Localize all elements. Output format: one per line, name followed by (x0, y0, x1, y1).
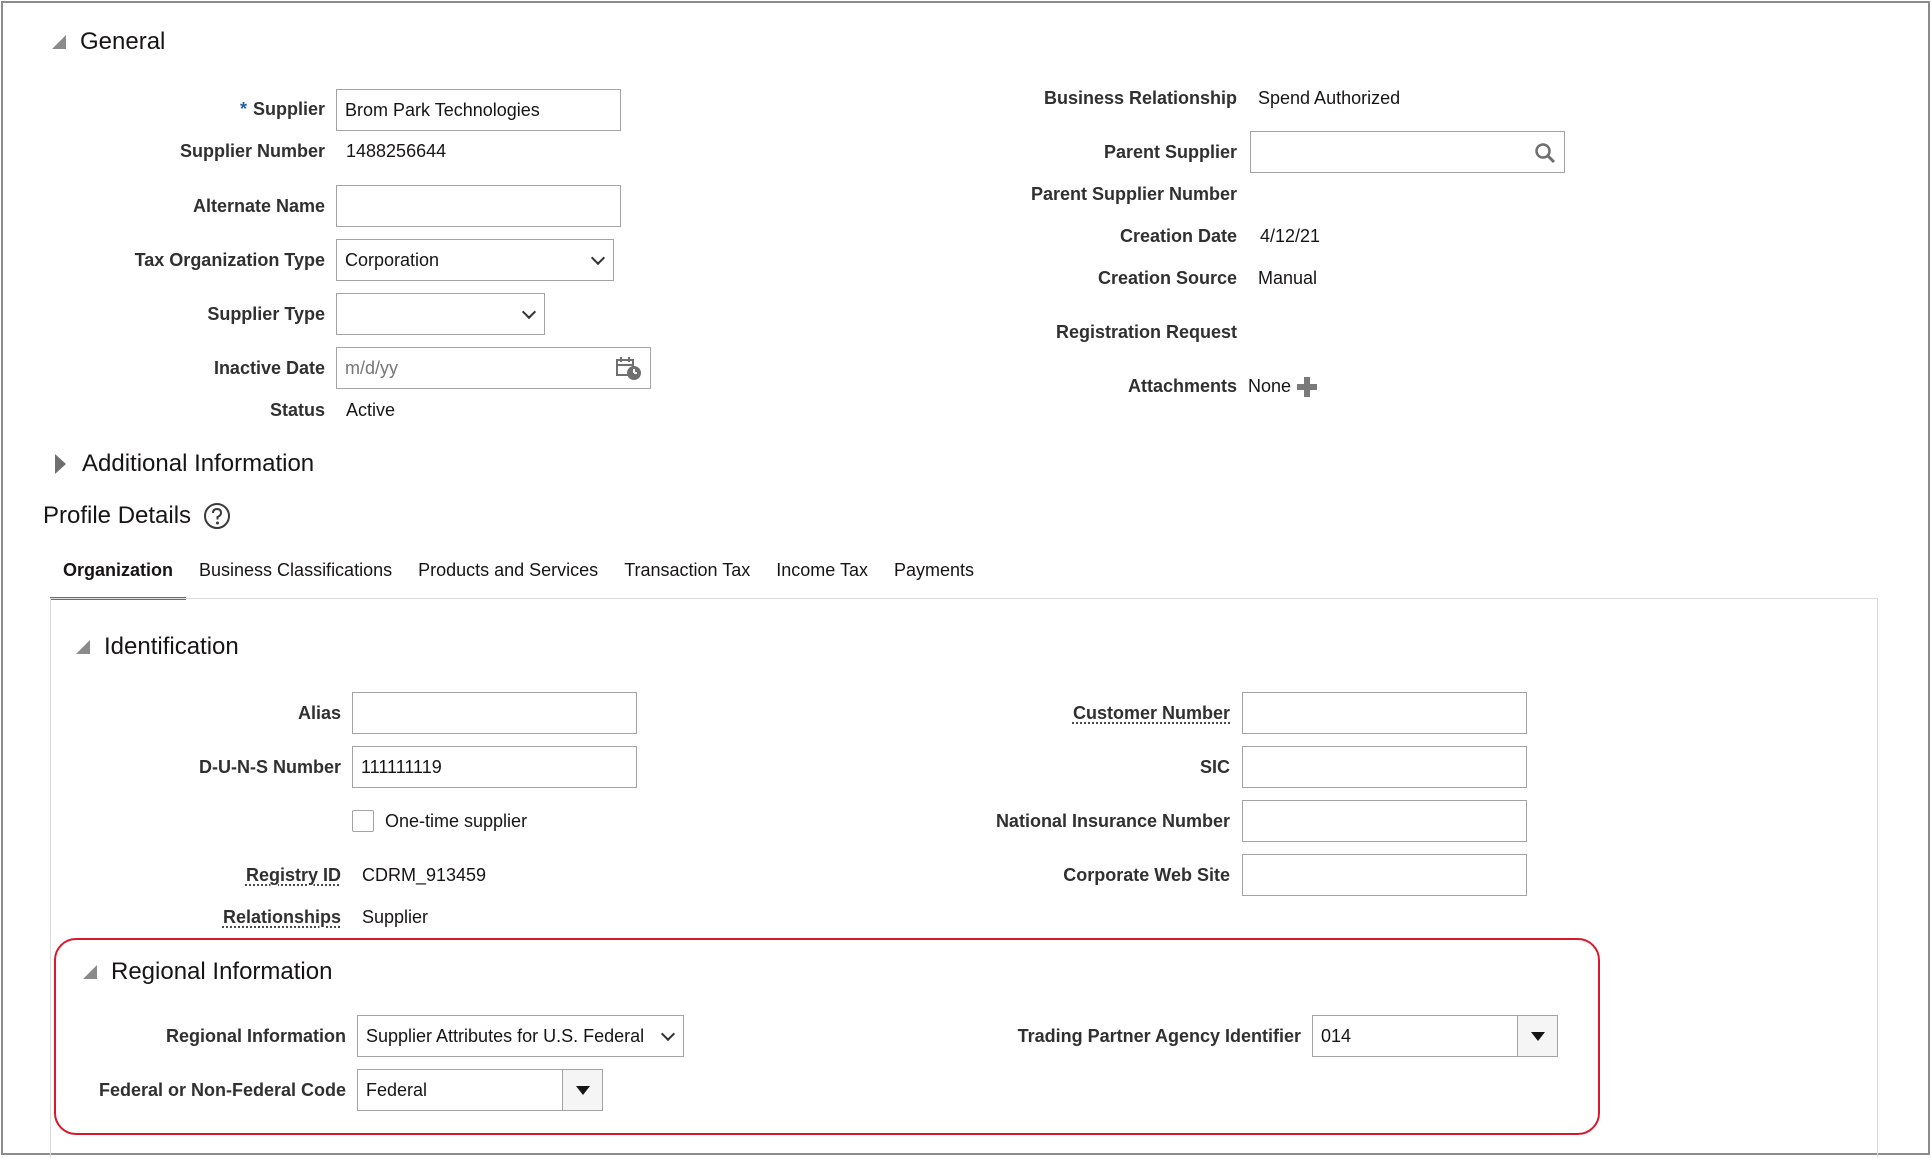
tab-transaction-tax[interactable]: Transaction Tax (624, 560, 751, 580)
business-relationship-value: Spend Authorized (1258, 88, 1401, 108)
inactive-date-label: Inactive Date (213, 358, 325, 378)
tax-org-type-label: Tax Organization Type (134, 250, 325, 270)
supplier-number-value: 1488256644 (346, 141, 447, 161)
dropdown-arrow-icon (1531, 1032, 1545, 1041)
general-section-header[interactable] (52, 28, 165, 56)
general-title: General (80, 28, 166, 55)
expand-triangle-icon[interactable] (55, 454, 66, 474)
regional-info-title: Regional Information (111, 958, 333, 985)
dropdown-button[interactable] (1517, 1016, 1557, 1056)
duns-label: D-U-N-S Number (199, 757, 341, 777)
relationships-value: Supplier (362, 907, 429, 927)
dropdown-arrow-icon (576, 1086, 590, 1095)
sic-input[interactable] (1242, 746, 1527, 788)
customer-number-label[interactable]: Customer Number (1072, 703, 1230, 723)
registry-id-label[interactable]: Registry ID (245, 865, 341, 885)
regional-info-header[interactable] (83, 958, 332, 986)
help-icon[interactable] (203, 502, 231, 530)
attachments-value[interactable]: None (1248, 376, 1292, 396)
corporate-web-site-label: Corporate Web Site (1063, 865, 1230, 885)
supplier-number-label: Supplier Number (179, 141, 325, 161)
tpai-select[interactable]: 014 (1312, 1015, 1558, 1057)
regional-info-label: Regional Information (166, 1026, 346, 1046)
profile-details-header (43, 502, 231, 530)
federal-code-label: Federal or Non-Federal Code (98, 1080, 346, 1100)
required-indicator: * (239, 99, 247, 119)
creation-date-value: 4/12/21 (1260, 226, 1321, 246)
tab-income-tax[interactable]: Income Tax (776, 560, 868, 580)
one-time-supplier-label[interactable]: One-time supplier (385, 811, 528, 831)
search-icon[interactable] (1534, 142, 1556, 164)
attachments-label: Attachments (1127, 376, 1237, 396)
profile-tabs (50, 548, 987, 600)
collapse-triangle-icon[interactable] (83, 965, 97, 979)
additional-info-header[interactable] (55, 450, 314, 478)
alternate-name-input[interactable] (336, 185, 621, 227)
add-attachment-icon[interactable] (1296, 376, 1318, 398)
tab-business-classifications[interactable]: Business Classifications (199, 560, 393, 580)
tpai-label: Trading Partner Agency Identifier (1017, 1026, 1301, 1046)
tab-products-and-services[interactable]: Products and Services (418, 560, 599, 580)
tab-payments[interactable]: Payments (893, 560, 975, 580)
identification-header[interactable] (76, 633, 239, 661)
collapse-triangle-icon[interactable] (76, 640, 90, 654)
supplier-label: * Supplier (239, 99, 325, 119)
additional-info-title: Additional Information (82, 450, 315, 477)
federal-code-select[interactable]: Federal (357, 1069, 603, 1111)
supplier-type-select[interactable] (336, 293, 545, 335)
alias-label: Alias (297, 703, 341, 723)
supplier-type-label: Supplier Type (207, 304, 325, 324)
status-label: Status (269, 400, 325, 420)
dropdown-button[interactable] (562, 1070, 602, 1110)
duns-input[interactable]: 111111119 (352, 746, 637, 788)
relationships-label[interactable]: Relationships (222, 907, 341, 927)
profile-details-title: Profile Details (43, 502, 192, 529)
tab-organization[interactable]: Organization (50, 548, 186, 600)
identification-title: Identification (104, 633, 239, 660)
chevron-down-icon (591, 251, 605, 265)
national-insurance-label: National Insurance Number (995, 811, 1230, 831)
one-time-supplier-checkbox[interactable] (352, 810, 374, 832)
registry-id-value: CDRM_913459 (362, 865, 487, 885)
tax-org-type-select[interactable]: Corporation (336, 239, 614, 281)
chevron-down-icon (661, 1027, 675, 1041)
national-insurance-input[interactable] (1242, 800, 1527, 842)
parent-supplier-label: Parent Supplier (1103, 142, 1237, 162)
registration-request-label: Registration Request (1055, 322, 1237, 342)
creation-source-label: Creation Source (1097, 268, 1237, 288)
creation-date-label: Creation Date (1119, 226, 1237, 246)
parent-supplier-number-label: Parent Supplier Number (1030, 184, 1237, 204)
regional-info-select[interactable]: Supplier Attributes for U.S. Federal (357, 1015, 684, 1057)
collapse-triangle-icon[interactable] (52, 35, 66, 49)
alternate-name-label: Alternate Name (192, 196, 325, 216)
status-value: Active (346, 400, 396, 420)
calendar-icon[interactable] (616, 357, 642, 381)
corporate-web-site-input[interactable] (1242, 854, 1527, 896)
creation-source-value: Manual (1258, 268, 1318, 288)
business-relationship-label: Business Relationship (1043, 88, 1237, 108)
alias-input[interactable] (352, 692, 637, 734)
inactive-date-input[interactable]: m/d/yy (336, 347, 651, 389)
parent-supplier-input[interactable] (1250, 131, 1565, 173)
chevron-down-icon (522, 305, 536, 319)
sic-label: SIC (1199, 757, 1230, 777)
supplier-input[interactable]: Brom Park Technologies (336, 89, 621, 131)
customer-number-input[interactable] (1242, 692, 1527, 734)
